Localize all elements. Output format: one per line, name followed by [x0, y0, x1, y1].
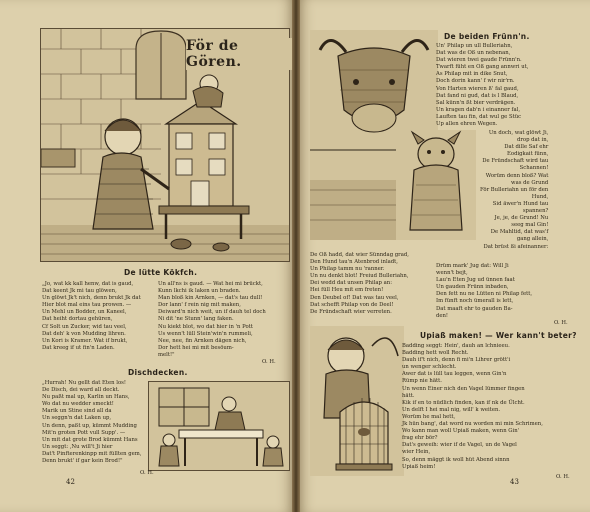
verse-line: un wenger schlecht.	[402, 364, 457, 371]
poem-heading: Upiaß maken! — Wer kann't beter?	[420, 331, 577, 340]
right-page	[296, 0, 590, 512]
verse-line: Im fünft noch ümerall is lett,	[436, 298, 514, 305]
verse-line: was de Grund	[511, 179, 549, 186]
verse-line: Dat heiht dortau gehüren,	[42, 316, 113, 323]
verse-line: Badding hett woll Recht.	[402, 350, 469, 357]
poem-signature: O. H.	[262, 359, 276, 365]
page-number: 43	[510, 478, 519, 486]
verse-line: Upiaß heim!	[402, 463, 436, 470]
verse-line: Badding seggt: Hein', dauh an lchnieeu.	[402, 343, 510, 349]
verse-line: Lau'n Eten Jug ud ünnen faat	[436, 277, 515, 284]
page-number: 42	[66, 478, 75, 486]
poem-verse-column	[436, 43, 528, 128]
verse-line: Dat keent Jk mi tau glöwen,	[42, 288, 117, 295]
verse-line: Dat maaft ehr to gauden Ba-	[436, 305, 513, 312]
verse-line: Worüm he mal hett,	[402, 413, 456, 420]
verse-line: Hund,	[531, 193, 549, 200]
verse-line: Un gauden Frünn inbaden,	[436, 284, 509, 291]
verse-line: frag ehr bör?	[402, 435, 438, 442]
poem-verse-column	[402, 343, 543, 471]
verse-line: So, denn mäggt ik woll hüt Abend sinnn	[402, 456, 510, 463]
verse-line: Awer dat is lüll tau leggen, wenn Gin'n	[402, 371, 507, 378]
verse-line: De Disch, dei ward all deckt.	[42, 387, 120, 394]
verse-line: De Fründschaft wird tau	[482, 158, 549, 165]
verse-line: wenn't bejt,	[436, 270, 468, 277]
poem-verse-column	[158, 281, 266, 359]
verse-line: Us wenn't lüll Stein'win'n rummeli,	[158, 330, 253, 337]
poem-verse-column	[42, 380, 141, 465]
verse-line: Un wenn Einer nich den Vagel lümmer fingen	[402, 385, 525, 392]
verse-line: Je, je, de Grund! Nu	[494, 215, 549, 222]
poem-signature: O. H.	[140, 470, 154, 476]
verse-line: Un Kori is Kramer. Wat if brukt,	[42, 337, 128, 344]
verse-line: Dat fand ni gud, dat is l Blaud,	[436, 92, 519, 99]
verse-line: Von Harten wieren ß' fal gaud,	[436, 85, 519, 92]
verse-line: Dor hett hei mi mit besöum-	[158, 344, 234, 351]
illustration-table-setting	[148, 381, 290, 471]
verse-line: För Bulleriahn un för den	[480, 186, 549, 193]
poem-heading: De beiden Frünn'n.	[444, 32, 530, 41]
verse-line: Un Mehl un Bodder, un Kaneel,	[42, 309, 127, 316]
verse-line: Denn brukt' if gar kein Brod!"	[42, 458, 123, 465]
verse-line: Doch dorin kann' f wir nir'rn.	[436, 78, 515, 85]
verse-line: Un Philap tamm nu 'ranner.	[310, 266, 385, 273]
verse-line: Nu paßt mal up, Karlin un Hans,	[42, 394, 130, 401]
verse-line: Wo dat nu wedder smeckt!	[42, 401, 114, 408]
verse-line: den!	[436, 312, 449, 319]
verse-line: As Philap mit in dike Snut,	[436, 71, 508, 78]
verse-line: Nee, nee, fin Arnken dägen nich,	[158, 337, 247, 344]
verse-line: Un glöwt Jk't nich, denn brukt Jk dat	[42, 295, 141, 302]
verse-line: Den Deubel of! Dat was tau veel,	[310, 294, 399, 301]
page-title: För de Gören.	[186, 38, 296, 70]
verse-line: seeg mal Gin!	[511, 222, 549, 229]
verse-line: Hier blot mal eins tau prowen. —	[42, 302, 132, 309]
verse-line: Nu kiekt blot, wo dat hier in 'n Pott	[158, 323, 253, 330]
verse-line: Drüm mark' Jug dat: Will Ji	[436, 263, 509, 269]
verse-line: Sal künn'n ßt bier verdrägen.	[436, 99, 516, 106]
illustration-dog	[396, 130, 476, 240]
verse-line: De Fründschaft wier verreten.	[310, 308, 392, 315]
verse-line: Kunn lkchi ik laken un braden.	[158, 288, 241, 295]
verse-line: Dat't Pinfterenkinpp mit füllten gem,	[42, 450, 142, 457]
verse-line: Dat deh' k von Mudding lihren.	[42, 330, 126, 337]
poem-verse-column	[310, 252, 409, 316]
verse-line: gang allein,	[516, 236, 549, 243]
illustration-boy-with-birdcage	[310, 326, 404, 476]
verse-line: Sid äwer'n Hund tau	[492, 200, 549, 207]
verse-line: „Hurrah! Nu gellt dat Eten los!	[42, 380, 126, 386]
verse-line: Un delft I hei mal nig, will' k weiten.	[402, 406, 501, 413]
verse-line: wier Hein,	[402, 449, 431, 456]
verse-line: Jk hün bang', dat word nu worden mi min Schrimen,	[402, 421, 543, 428]
verse-line: Mit'n groten Pott vull Supp'. —	[42, 429, 126, 436]
verse-line: Rümp nie hätt.	[402, 378, 442, 385]
verse-line: Kik if en to nüdlich finden, kan if nk de Ülcht.	[402, 399, 525, 406]
verse-line: Dauh if't nich, denn fi mi'n Lihrer grött'i	[402, 357, 511, 364]
verse-line: Worüm denn bloß? Wat	[485, 172, 549, 179]
verse-line: Dat's geweih: wier if de Vagel, un de Vagel	[402, 442, 517, 449]
verse-line: Dat was de Oß un nebenan,	[436, 50, 511, 57]
verse-line: Wo kann man woll Upiaß maken, wenn Gin'	[402, 428, 520, 435]
verse-line: Up allen ehren Wegen.	[436, 121, 498, 128]
verse-line: Cf Solt un Zucker, wid tau veel,	[42, 323, 127, 330]
verse-line: „Jo, wat kk kall henw, dat is gaud,	[42, 281, 134, 287]
verse-line: Un mit dat grote Brod kümmt Hans	[42, 436, 138, 443]
verse-line: Lauften tau fin, dat wul ge Stüc	[436, 113, 522, 120]
verse-line: Un seggn'n dat Laken up,	[42, 415, 112, 422]
verse-line: Dat wieren twei gaude Frünn'n.	[436, 57, 522, 64]
verse-line: Eodigkait fünn,	[507, 151, 549, 158]
poem-verse-column	[480, 130, 548, 251]
verse-line: drop dat in,	[516, 137, 549, 144]
book-gutter	[292, 0, 300, 512]
verse-line: Un doch, wat glöwt Ji,	[488, 130, 549, 136]
verse-line: Dor lann' f rein nig mit maken,	[158, 302, 241, 309]
verse-line: Dat schefft Philap von de Deel!	[310, 301, 394, 308]
verse-line: melt!"	[158, 351, 175, 358]
verse-line: Un' Philap un ull Bulleriahn,	[436, 43, 513, 49]
verse-line: Man bloß kin Arnken, — dat's tau dull!	[158, 295, 263, 302]
verse-line: Dat dille Saf ehr	[504, 144, 549, 151]
verse-line: Dei wedd dat unsen Philap an:	[310, 280, 392, 287]
poem-signature: O. H.	[554, 320, 568, 326]
poem-verse-column	[42, 281, 141, 352]
verse-line: Marik un Stine sind all da	[42, 408, 112, 415]
verse-line: Un nu denkt blot! Freiud Bulleriahn,	[310, 273, 409, 280]
poem-heading: De lütte Kökfch.	[124, 268, 198, 277]
verse-line: Den fett nu ne Lütten ni Philap fett,	[436, 291, 533, 298]
verse-line: Dat kreeg if ut fin'n Laden.	[42, 344, 115, 351]
verse-line: De Mahltid, dat was'f	[490, 229, 549, 236]
verse-line: Deiward'n nich weit, un if dauh tel doch	[158, 309, 266, 316]
poem-signature: O. H.	[556, 474, 570, 480]
verse-line: spannen?	[522, 208, 549, 215]
verse-line: De Oß hadd, dat wier Sünndag grad,	[310, 252, 409, 258]
verse-line: Un denn, paßt up, kümmt Mudding	[42, 422, 137, 429]
poem-heading: Dischdecken.	[128, 368, 188, 377]
verse-line: Un kragen dab'n i einanner fal,	[436, 106, 521, 113]
verse-line: Un seggt: ,Nu will't Ji hier	[42, 443, 113, 450]
verse-line: Schannen!	[519, 165, 549, 172]
verse-line: Twarft füht en Oß gang annwri ut,	[436, 64, 529, 71]
verse-line: Dat brüst ßi afeinanner:	[483, 243, 549, 250]
verse-line: Den Hund tau'n Atenbrod inladt,	[310, 259, 398, 266]
verse-line: Un all'ns is gaud. — Wat hei mi brückt,	[158, 281, 263, 287]
verse-line: Ni dit 'ne Stunn' lang faken.	[158, 316, 234, 323]
verse-line: Hei füll Heu mit em freten!	[310, 287, 384, 294]
verse-line: hätt.	[402, 392, 415, 399]
poem-verse-column	[436, 263, 532, 320]
